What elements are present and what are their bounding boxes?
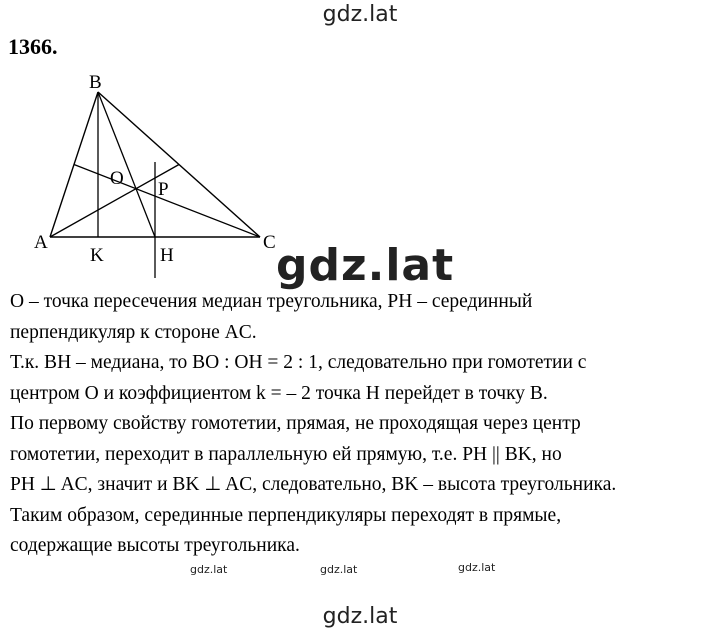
label-h: H — [160, 245, 174, 266]
text-line: Т.к. BH – медиана, то BO : OH = 2 : 1, следовательно при гомотетии с — [10, 352, 587, 373]
label-p: P — [158, 179, 169, 200]
triangle-figure — [26, 70, 296, 285]
watermark-small: gdz.lat — [458, 561, 496, 574]
label-o: O — [110, 168, 124, 189]
label-c: C — [263, 232, 276, 253]
watermark-top: gdz.lat — [322, 2, 398, 27]
watermark-small: gdz.lat — [190, 563, 228, 576]
text-line: O – точка пересечения медиан треугольника, PH – серединный — [10, 291, 533, 312]
text-line: центром O и коэффициентом k = – 2 точка H перейдет в точку B. — [10, 382, 548, 404]
text-line: гомотетии, переходит в параллельную ей прямую, т.е. PH || BK, но — [10, 443, 562, 465]
label-a: A — [34, 232, 48, 253]
watermark-center: gdz.lat — [276, 240, 455, 291]
solution-text — [10, 287, 716, 562]
watermark-small: gdz.lat — [320, 563, 358, 576]
label-k: K — [90, 245, 104, 266]
problem-number: 1366. — [8, 34, 58, 59]
median-bh — [98, 92, 155, 237]
text-line: Таким образом, серединные перпендикуляры переходят в прямые, — [10, 504, 562, 526]
text-line: перпендикуляр к стороне AC. — [10, 321, 257, 343]
watermark-bottom: gdz.lat — [322, 604, 398, 629]
label-b: B — [89, 72, 102, 93]
median-c — [74, 165, 260, 238]
text-line: содержащие высоты треугольника. — [10, 535, 300, 556]
text-line: PH ⊥ AC, значит и BK ⊥ AC, следовательно, BK – высота треугольника. — [10, 474, 617, 495]
text-line: По первому свойству гомотетии, прямая, не проходящая через центр — [10, 413, 581, 434]
